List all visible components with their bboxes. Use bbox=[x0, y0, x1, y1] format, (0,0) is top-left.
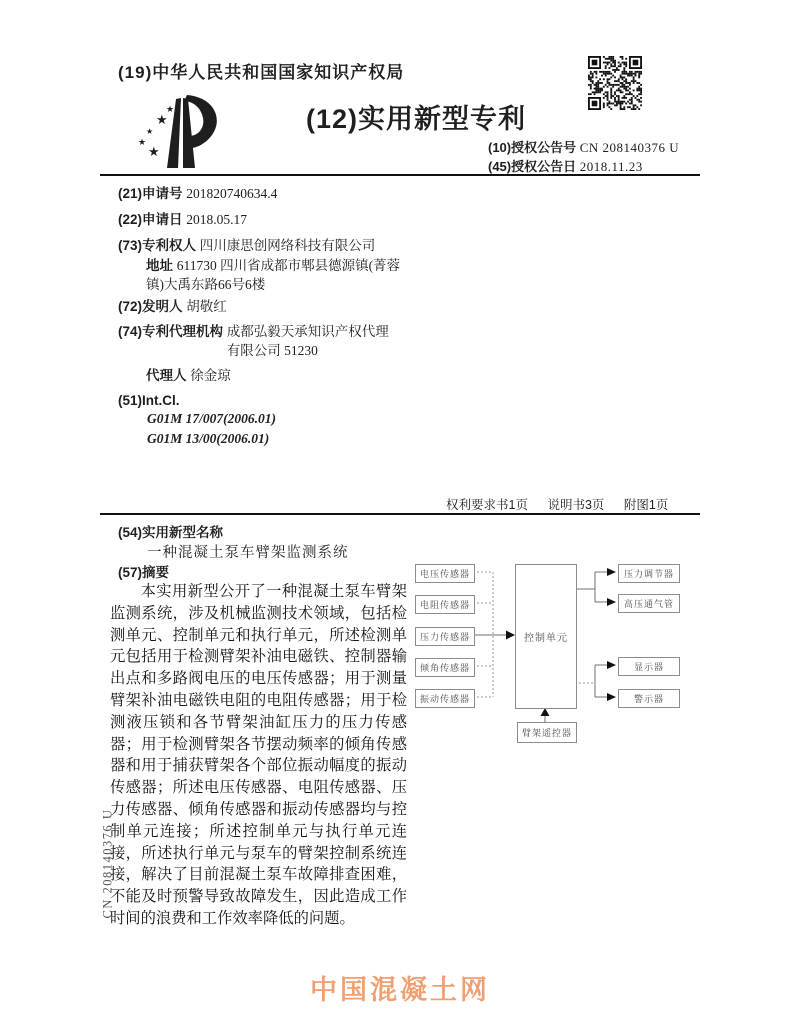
diagram-box-tilt-sensor: 倾角传感器 bbox=[415, 658, 475, 677]
diagram-box-pressure-sensor: 压力传感器 bbox=[415, 627, 475, 646]
claims-pages: 权利要求书1页 bbox=[446, 498, 528, 512]
application-date-label: (22)申请日 bbox=[118, 212, 183, 227]
diagram-box-vibration-sensor: 振动传感器 bbox=[415, 689, 475, 708]
svg-text:★: ★ bbox=[148, 144, 160, 159]
svg-text:★: ★ bbox=[138, 137, 147, 147]
agency-row bbox=[118, 322, 418, 360]
diagram-box-voltage-sensor: 电压传感器 bbox=[415, 564, 475, 583]
inventor-row bbox=[118, 297, 227, 316]
title-section-label: (54)实用新型名称 bbox=[118, 525, 224, 540]
intcl-entry: G01M 13/00(2006.01) bbox=[147, 431, 270, 446]
agent-label: 代理人 bbox=[146, 368, 187, 383]
application-number-value: 201820740634.4 bbox=[186, 186, 278, 201]
patentee-value: 四川康思创网络科技有限公司 bbox=[199, 238, 376, 253]
diagram-box-control-unit: 控制单元 bbox=[515, 564, 577, 709]
patentee-row bbox=[118, 236, 375, 255]
patent-office-line: (19)中华人民共和国国家知识产权局 bbox=[118, 63, 405, 82]
svg-text:★: ★ bbox=[156, 112, 168, 127]
diagram-box-resistance-sensor: 电阻传感器 bbox=[415, 595, 475, 614]
pages-summary bbox=[446, 495, 684, 513]
address-row bbox=[146, 256, 408, 294]
figures-pages: 附图1页 bbox=[623, 498, 669, 512]
intcl-row bbox=[118, 391, 180, 410]
description-pages: 说明书3页 bbox=[547, 498, 605, 512]
patentee-label: (73)专利权人 bbox=[118, 238, 197, 253]
intcl-label: (51)Int.Cl. bbox=[118, 393, 180, 408]
inventor-value: 胡敬红 bbox=[186, 299, 227, 314]
invention-title: 一种混凝土泵车臂架监测系统 bbox=[147, 545, 349, 561]
application-number-row bbox=[118, 184, 277, 203]
application-date-value: 2018.05.17 bbox=[186, 212, 248, 227]
publication-number-value: CN 208140376 U bbox=[579, 140, 680, 155]
publication-number-label: (10)授权公告号 bbox=[488, 140, 577, 155]
diagram-box-alarm: 警示器 bbox=[618, 689, 680, 708]
svg-text:★: ★ bbox=[146, 127, 154, 136]
agent-value: 徐金琼 bbox=[190, 368, 231, 383]
application-date-row bbox=[118, 210, 247, 229]
publication-date-label: (45)授权公告日 bbox=[488, 159, 577, 174]
abstract-label: (57)摘要 bbox=[118, 565, 170, 580]
system-block-diagram bbox=[405, 552, 705, 752]
publication-number-row bbox=[488, 137, 679, 156]
qr-code bbox=[588, 56, 642, 110]
address-label: 地址 bbox=[146, 258, 173, 273]
svg-text:★: ★ bbox=[166, 104, 175, 114]
diagram-box-high-pressure-vent-pipe: 高压通气管 bbox=[618, 594, 680, 613]
section-divider bbox=[100, 513, 700, 515]
publication-date-value: 2018.11.23 bbox=[579, 159, 643, 174]
application-number-label: (21)申请号 bbox=[118, 186, 183, 201]
watermark-text: 中国混凝土网 bbox=[310, 975, 490, 1005]
intcl-entry: G01M 17/007(2006.01) bbox=[147, 411, 276, 426]
abstract-text: 本实用新型公开了一种混凝土泵车臂架监测系统，涉及机械监测技术领域，包括检测单元、控制单元和执行单元，所述检测单元包括用于检测臂架补油电磁铁、控制器输出点和多路阀电压的电压传感器；用于测量臂架补油电磁铁电阻的电阻传感器；用于检测液压锁和各节臂架油缸压力的压力传感器；用于检测臂架各节摆动频率的倾角传感器和用于捕获臂架各个部位振动幅度的振动传感器；所述电压传感器、电阻传感器、压力传感器、倾角传感器和振动传感器均与控制单元连接；所述控制单元与执行单元连接，所述执行单元与泵车的臂架控制系统连接，解决了目前混凝土泵车故障排查困难，不能及时预警导致故障发生，因此造成工作时间的浪费和工作效率降低的问题。 bbox=[110, 583, 407, 927]
inventor-label: (72)发明人 bbox=[118, 299, 183, 314]
header-divider bbox=[100, 174, 700, 176]
sipo-logo-icon bbox=[136, 88, 234, 176]
side-document-code: CN 208140376 U bbox=[100, 808, 115, 919]
diagram-box-boom-remote-controller: 臂架遥控器 bbox=[517, 722, 577, 743]
agent-row bbox=[146, 366, 231, 385]
diagram-box-display: 显示器 bbox=[618, 657, 680, 676]
publication-date-row bbox=[488, 156, 643, 175]
address-value: 611730 四川省成都市郫县德源镇(菁蓉镇)大禹东路66号6楼 bbox=[146, 258, 401, 292]
document-type-title: (12)实用新型专利 bbox=[306, 104, 527, 134]
agency-label: (74)专利代理机构 bbox=[118, 324, 224, 339]
diagram-box-pressure-regulator: 压力调节器 bbox=[618, 564, 680, 583]
agency-value: 成都弘毅天承知识产权代理有限公司 51230 bbox=[226, 324, 389, 358]
